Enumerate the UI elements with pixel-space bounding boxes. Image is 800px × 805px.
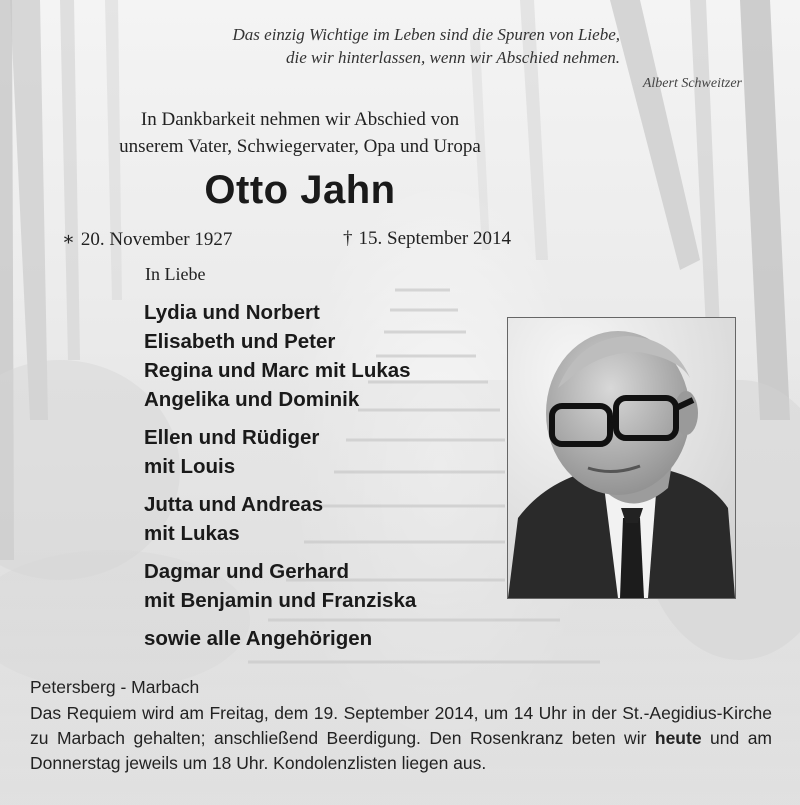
family-line: mit Lukas: [144, 522, 240, 545]
family-group-4: [144, 557, 416, 615]
birth-date-text: 20. November 1927: [80, 229, 233, 250]
family-group-5: [144, 624, 416, 653]
place-names: Petersberg - Marbach: [30, 677, 200, 697]
birth-star-icon: ∗: [62, 229, 75, 250]
service-text-1: Das Requiem wird am Freitag, dem 19. September 2014, um 14 Uhr in der St.-Aegidius-Kirche zu Marbach gehalten; anschließend Beerdigung. Den Rosenkranz beten wir: [30, 703, 772, 748]
family-line: sowie alle Angehörigen: [144, 627, 373, 650]
family-group-2: [144, 423, 416, 481]
family-group-1: [144, 298, 416, 414]
intro-line-1: In Dankbarkeit nehmen wir Abschied von: [140, 109, 460, 130]
portrait-image: [508, 318, 735, 598]
family-group-3: [144, 490, 416, 548]
quote-author: Albert Schweitzer: [642, 76, 742, 91]
service-text-2: und am Donnerstag jeweils um 18 Uhr. Kondolenzlisten liegen aus.: [30, 728, 773, 773]
birth-date: [62, 228, 232, 251]
quote-line-2: die wir hinterlassen, wenn wir Abschied nehmen.: [286, 48, 620, 67]
portrait-photo: [507, 317, 736, 599]
quote: [150, 23, 620, 69]
family-line: mit Benjamin und Franziska: [144, 589, 417, 612]
service-details: [30, 701, 772, 776]
in-liebe-label: In Liebe: [145, 264, 206, 284]
intro-text: [60, 106, 540, 160]
family-line: mit Louis: [144, 455, 236, 478]
family-line: Lydia und Norbert: [144, 301, 320, 324]
footer: [30, 675, 772, 776]
deceased-name: Otto Jahn: [204, 168, 396, 212]
family-line: Jutta und Andreas: [144, 493, 324, 516]
family-line: Angelika und Dominik: [144, 388, 360, 411]
family-line: Elisabeth und Peter: [144, 330, 336, 353]
family-list: [144, 298, 416, 662]
quote-line-1: Das einzig Wichtige im Leben sind die Spuren von Liebe,: [232, 25, 620, 44]
death-date: [343, 228, 511, 250]
family-line: Regina und Marc mit Lukas: [144, 359, 411, 382]
death-cross-icon: †: [343, 228, 353, 249]
service-text-bold: heute: [654, 728, 702, 748]
intro-line-2: unserem Vater, Schwiegervater, Opa und Uropa: [119, 136, 481, 157]
family-line: Dagmar und Gerhard: [144, 560, 350, 583]
death-date-text: 15. September 2014: [358, 228, 512, 249]
family-line: Ellen und Rüdiger: [144, 426, 320, 449]
